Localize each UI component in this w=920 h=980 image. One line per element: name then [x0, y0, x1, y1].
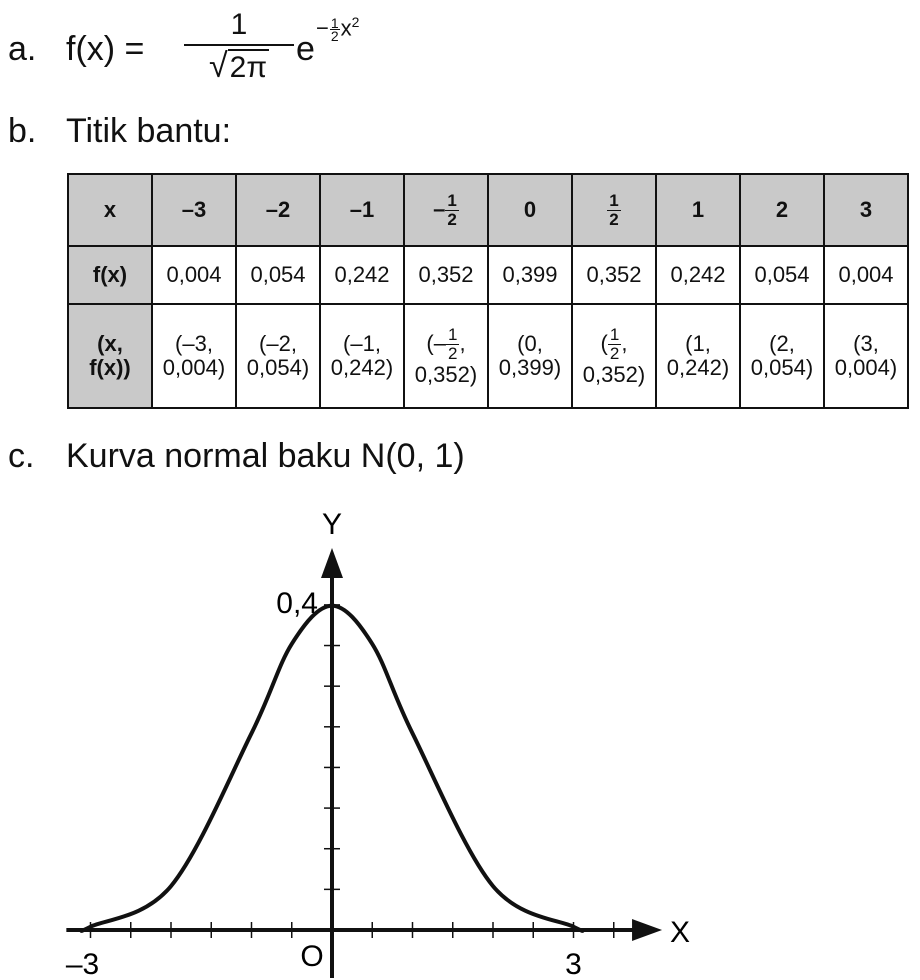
table-cell-x: 3	[824, 174, 908, 246]
neg-sign: –	[433, 195, 446, 221]
x-tick-label-left: –3	[65, 948, 100, 980]
fraction	[608, 326, 621, 363]
pair-line1: (2,	[769, 331, 795, 356]
fraction	[445, 192, 458, 229]
pair-prefix: (	[600, 329, 608, 355]
table-cell-x	[404, 174, 488, 246]
table-cell-x: –2	[236, 174, 320, 246]
table-cell-x: 1	[656, 174, 740, 246]
origin-label: O	[300, 940, 324, 973]
y-tick-label-top: 0,4	[276, 586, 318, 620]
x-axis-arrow	[632, 919, 662, 941]
table-cell-fx: 0,352	[572, 246, 656, 304]
pair-line2: 0,352)	[414, 361, 478, 387]
x-tick-label-right: 3	[565, 948, 582, 980]
pair-line2: 0,004)	[834, 355, 898, 380]
fraction-den: 2	[447, 209, 457, 229]
table-row-x	[68, 174, 908, 246]
pair-line1: (–2,	[259, 331, 297, 356]
exponent-var: x	[340, 15, 352, 41]
exponent-fraction-num: 1	[330, 15, 339, 32]
table-row-fx	[68, 246, 908, 304]
item-label-c: c.	[8, 437, 35, 475]
table-cell-pair	[572, 304, 656, 408]
pair-line1: (1,	[685, 331, 711, 356]
table-cell-fx: 0,054	[740, 246, 824, 304]
table-cell-pair	[236, 304, 320, 408]
pair-line1	[405, 326, 487, 363]
pair-line1: (–3,	[175, 331, 213, 356]
pair-suffix: ,	[459, 329, 466, 355]
pair-prefix: (–	[426, 329, 446, 355]
table-cell-pair	[320, 304, 404, 408]
table-cell-x: –1	[320, 174, 404, 246]
table-cell-fx: 0,352	[404, 246, 488, 304]
formula-fraction	[184, 8, 294, 88]
pair-line2: 0,054)	[750, 355, 814, 380]
pair-line1	[573, 326, 655, 363]
pair-line1: (0,	[517, 331, 543, 356]
table-cell-x: 0	[488, 174, 572, 246]
fraction	[607, 192, 620, 229]
table-cell-fx: 0,242	[656, 246, 740, 304]
fraction-num: 1	[447, 324, 458, 344]
pair-line1: (3,	[853, 331, 879, 356]
table-cell-pair	[656, 304, 740, 408]
pair-line2: 0,054)	[246, 355, 310, 380]
fraction-den: 2	[609, 209, 619, 229]
table-cell-fx: 0,399	[488, 246, 572, 304]
x-axis-label: X	[670, 916, 691, 949]
exponent-power: 2	[351, 14, 360, 30]
item-label-b: b.	[8, 112, 37, 150]
pair-line2: 0,242)	[330, 355, 394, 380]
pair-label-line2: f(x))	[89, 355, 131, 380]
formula-exponent	[316, 14, 360, 45]
pair-line2: 0,352)	[582, 361, 646, 387]
section-title-b: Titik bantu:	[66, 112, 232, 150]
exponent-fraction-den: 2	[330, 28, 339, 45]
pair-line2: 0,004)	[162, 355, 226, 380]
sqrt-icon: √	[208, 47, 228, 85]
fraction-num: 1	[609, 190, 619, 210]
normal-curve-chart	[0, 500, 920, 980]
table-cell-fx: 0,242	[320, 246, 404, 304]
formula-lhs: f(x) =	[66, 30, 145, 68]
fraction-num: 1	[609, 324, 620, 344]
fraction-den: 2	[447, 343, 458, 363]
table-cell-fx: 0,004	[152, 246, 236, 304]
table-row-pairs	[68, 304, 908, 408]
table-cell-pair	[488, 304, 572, 408]
fraction-den: 2	[609, 343, 620, 363]
table-cell-fx: 0,054	[236, 246, 320, 304]
formula-base: e	[296, 30, 315, 68]
pair-suffix: ,	[621, 329, 628, 355]
pair-line2: 0,242)	[666, 355, 730, 380]
table-header-x: x	[68, 174, 152, 246]
fraction	[446, 326, 459, 363]
pair-label-line1: (x,	[97, 331, 123, 356]
table-header-pair	[68, 304, 152, 408]
exponent-fraction	[330, 15, 340, 45]
table-header-fx: f(x)	[68, 246, 152, 304]
section-title-c: Kurva normal baku N(0, 1)	[66, 437, 465, 475]
item-label-a: a.	[8, 30, 37, 68]
table-cell-pair	[152, 304, 236, 408]
pair-line1: (–1,	[343, 331, 381, 356]
fraction-num: 1	[447, 190, 457, 210]
exponent-sign: −	[316, 15, 329, 41]
table-cell-pair	[824, 304, 908, 408]
table-cell-x	[572, 174, 656, 246]
table-cell-pair	[740, 304, 824, 408]
table-cell-fx: 0,004	[824, 246, 908, 304]
formula-numerator: 1	[230, 8, 248, 41]
table-cell-pair	[404, 304, 488, 408]
table-cell-x: –3	[152, 174, 236, 246]
y-axis-label: Y	[321, 508, 343, 541]
table-cell-x: 2	[740, 174, 824, 246]
formula-denominator	[184, 46, 294, 88]
pair-line2: 0,399)	[498, 355, 562, 380]
values-table	[67, 173, 909, 409]
formula-radicand: 2π	[229, 51, 268, 84]
y-axis-arrow	[321, 548, 343, 578]
